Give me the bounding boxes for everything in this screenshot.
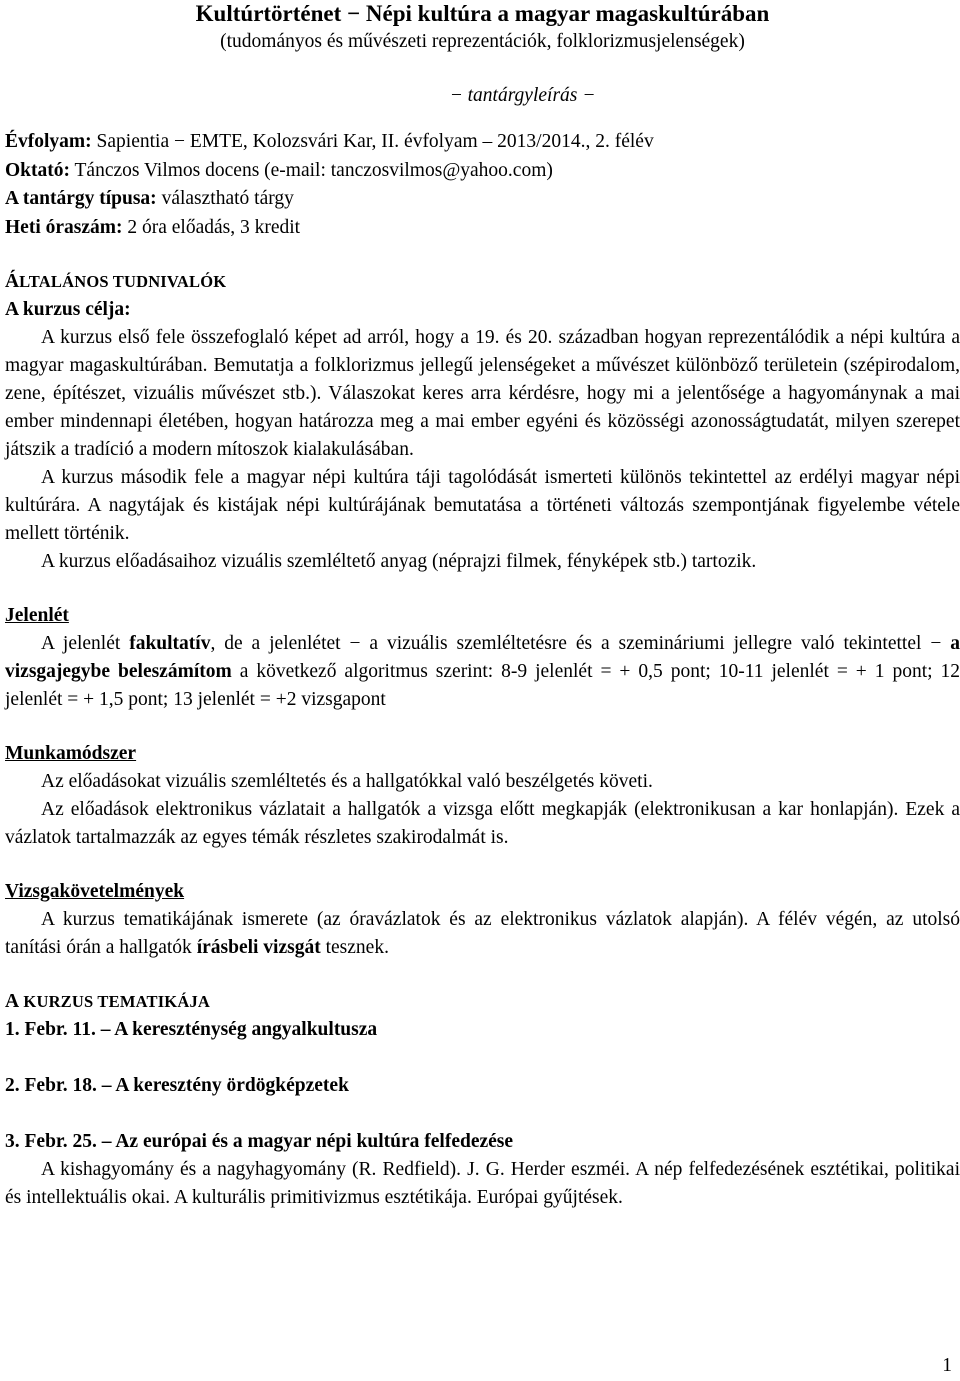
attendance-heading: Jelenlét [5, 605, 69, 626]
exam-heading: Vizsgakövetelmények [5, 881, 185, 902]
page-number: 1 [942, 1355, 952, 1376]
exam-text-2: tesznek. [320, 937, 389, 958]
topics-heading-rest: KURZUS TEMATIKÁJA [19, 992, 211, 1011]
topics-heading-cap: A [5, 991, 20, 1012]
general-paragraph-1: A kurzus első fele összefoglaló képet ad arról, hogy a 19. és 20. században hogyan reprezentálódik a népi kultúra a magyar magaskultúrában. Bemutatja a folklorizmus jellegű jelenségeket a művészet különböző területein (szépirodalom, zene, építészet, vizuális művészet stb.). Válaszokat keres arra kérdésre, hogy mi a jelentősége a hagyománynak a mai ember mindennapi életében, hogyan határozza meg a mai ember egyéni és közösségi azonosságtudatát, milyen szerepet játszik a tradíció a modern mítoszok kialakulásában. [5, 327, 960, 460]
exam-text-1: A kurzus tematikájának ismerete (az óravázlatok és az elektronikus vázlatok alapján). A félév végén, az utolsó tanítási órán a hallgatók [5, 909, 960, 958]
section-attendance [5, 602, 960, 714]
general-heading [5, 268, 960, 296]
info-year-label: Évfolyam: [5, 131, 92, 152]
document-type-label: − tantárgyleírás − [449, 85, 596, 106]
attendance-paragraph [5, 630, 960, 714]
info-hours-label: Heti óraszám: [5, 216, 123, 238]
topic-title: 2. Febr. 18. – A keresztény ördögképzetek [5, 1075, 349, 1096]
topic-title: 3. Febr. 25. – Az európai és a magyar népi kultúra felfedezése [5, 1131, 514, 1152]
info-year [5, 128, 960, 157]
document-title: Kultúrtörténet − Népi kultúra a magyar magaskultúrában [195, 1, 770, 26]
info-type-value: választható tárgy [156, 188, 294, 209]
topic-item [5, 1128, 960, 1212]
method-heading: Munkamódszer [5, 743, 137, 764]
topic-text: A kishagyomány és a nagyhagyomány (R. Redfield). J. G. Herder eszméi. A nép felfedezésének esztétikai, politikai és intellektuális okai. A kulturális primitivizmus esztétikája. Európai gyűjtések. [5, 1159, 960, 1208]
section-exam [5, 878, 960, 962]
general-heading-rest: LTALÁNOS TUDNIVALÓK [19, 272, 227, 291]
exam-paragraph [5, 906, 960, 962]
course-info [5, 128, 960, 242]
section-topics [5, 988, 960, 1212]
section-method [5, 740, 960, 852]
goal-label: A kurzus célja: [5, 299, 131, 320]
info-teacher-label: Oktató: [5, 159, 70, 181]
topics-heading [5, 988, 960, 1016]
topic-item [5, 1072, 960, 1100]
topic-title: 1. Febr. 11. – A kereszténység angyalkultusza [5, 1019, 378, 1040]
document-subtitle: (tudományos és művészeti reprezentációk, folklorizmusjelenségek) [220, 31, 745, 52]
info-hours [5, 214, 960, 243]
document-header [5, 0, 960, 110]
info-teacher-value: Tánczos Vilmos docens (e-mail: tanczosvilmos@yahoo.com) [70, 159, 553, 181]
info-type [5, 185, 960, 214]
section-general [5, 268, 960, 576]
info-type-label: A tantárgy típusa: [5, 188, 157, 209]
general-paragraph-2: A kurzus második fele a magyar népi kultúra táji tagolódását ismerteti különös tekintettel az erdélyi magyar népi kultúrára. A nagytájak és kistájak népi kultúrájának bemutatása a történeti változás szempontjának figyelembe vétele mellett történik. [5, 467, 960, 544]
document-page [5, 0, 960, 1212]
info-hours-value: 2 óra előadás, 3 kredit [122, 216, 301, 238]
info-teacher [5, 157, 960, 186]
attendance-text-2: , de a jelenlétet − a vizuális szemléltetésre és a szemináriumi jellegre való tekintettel − [210, 633, 951, 654]
exam-bold-1: írásbeli vizsgát [196, 937, 321, 958]
attendance-text-3: a következő algoritmus szerint: 8-9 jelenlét = + 0,5 pont; 10-11 jelenlét = + 1 pont; 12 jelenlét = + 1,5 pont; 13 jelenlét = +2 vizsgapont [5, 661, 960, 710]
attendance-text-1: A jelenlét [41, 633, 130, 654]
method-paragraph-2: Az előadások elektronikus vázlatait a hallgatók a vizsga előtt megkapják (elektronikusan a kar honlapján). Ezek a vázlatok tartalmazzák az egyes témák részletes szakirodalmát is. [5, 799, 960, 848]
method-paragraph-1: Az előadásokat vizuális szemléltetés és a hallgatókkal való beszélgetés követi. [41, 771, 653, 792]
general-paragraph-3: A kurzus előadásaihoz vizuális szemléltető anyag (néprajzi filmek, fényképek stb.) tartozik. [41, 551, 757, 572]
attendance-bold-1: fakultatív [129, 633, 211, 654]
info-year-value: Sapientia − EMTE, Kolozsvári Kar, II. évfolyam – 2013/2014., 2. félév [91, 131, 654, 152]
topic-item [5, 1016, 960, 1044]
attendance-bold-2: a vizsgajegybe beleszámítom [5, 633, 960, 682]
general-heading-cap: Á [5, 271, 20, 292]
